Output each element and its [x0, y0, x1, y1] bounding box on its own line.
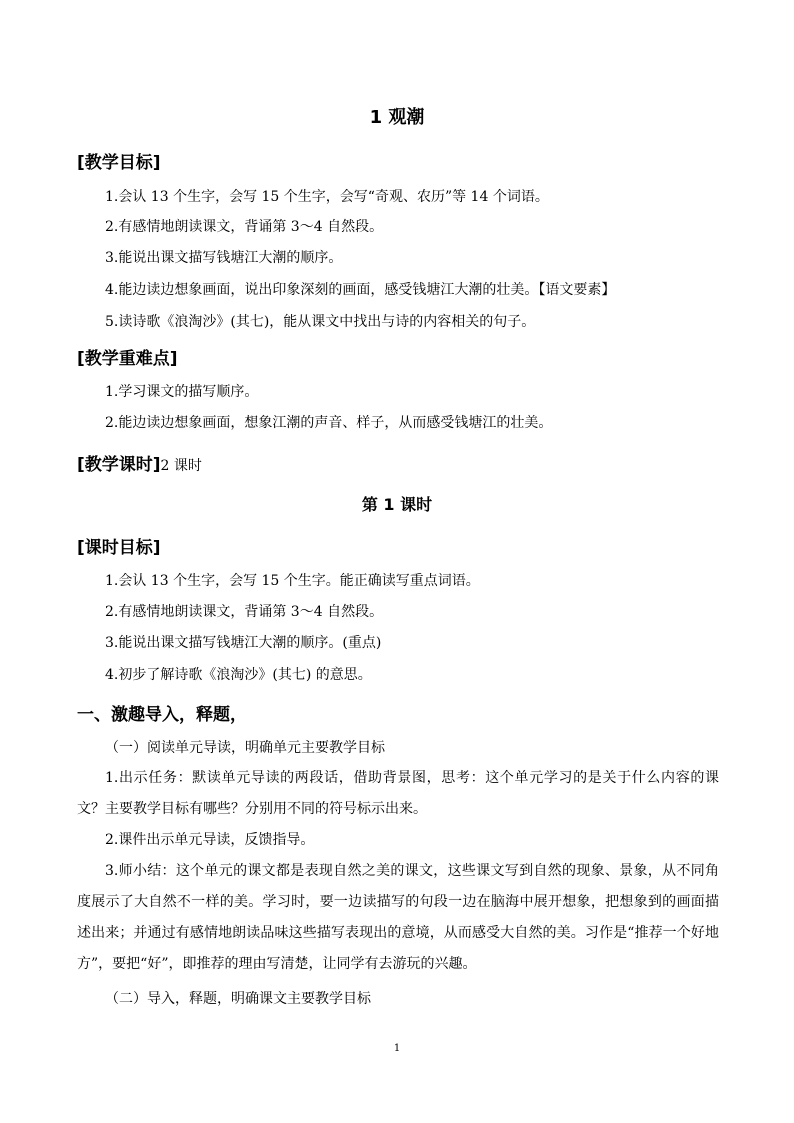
subsection-heading: （一）阅读单元导读，明确单元主要教学目标: [105, 740, 385, 756]
lesson-goal-item: 4.初步了解诗歌《浪淘沙》(其七) 的意思。: [105, 667, 372, 683]
objective-item: 4.能边读边想象画面，说出印象深刻的画面，感受钱塘江大潮的壮美。【语文要素】: [105, 282, 616, 298]
body-paragraph: 3.师小结：这个单元的课文都是表现自然之美的课文，这些课文写到自然的现象、景象，从不同角度展示了大自然不一样的美。学习时，要一边读描写的句段一边在脑海中展开想象，把想象到的画面描述出来；并通过有感情地朗读品味这些描写表现出的意境，从而感受大自然的美。习作是“推荐一个好地方”，要把“好”，即推荐的理由写清楚，让同学有去游玩的兴趣。: [77, 863, 719, 972]
objective-item: 3.能说出课文描写钱塘江大潮的顺序。: [105, 250, 343, 266]
lesson-goals-heading: [课时目标]: [77, 538, 161, 558]
body-paragraph: 2.课件出示单元导读，反馈指导。: [105, 832, 315, 848]
section-heading: 一、激趣导入，释题，: [77, 705, 247, 725]
lesson-goal-item: 2.有感情地朗读课文，背诵第 3～4 自然段。: [105, 604, 384, 620]
key-points-heading: [教学重难点]: [77, 349, 178, 369]
objective-item: 5.读诗歌《浪淘沙》(其七)，能从课文中找出与诗的内容相关的句子。: [105, 314, 536, 330]
key-point-item: 1.学习课文的描写顺序。: [105, 384, 259, 400]
periods-value: 2 课时: [160, 458, 202, 474]
subsection-heading: （二）导入，释题，明确课文主要教学目标: [105, 991, 371, 1007]
objectives-heading: [教学目标]: [77, 153, 161, 173]
periods-heading: [教学课时]: [77, 455, 161, 475]
lesson-goal-item: 3.能说出课文描写钱塘江大潮的顺序。(重点): [105, 635, 382, 651]
page-title: 1 观潮: [369, 107, 425, 128]
objective-item: 2.有感情地朗读课文，背诵第 3～4 自然段。: [105, 219, 384, 235]
periods-row: [77, 450, 202, 475]
page-number: 1: [393, 1043, 401, 1054]
key-point-item: 2.能边读边想象画面，想象江潮的声音、样子，从而感受钱塘江的壮美。: [105, 415, 553, 431]
objective-item: 1.会认 13 个生字，会写 15 个生字，会写“奇观、农历”等 14 个词语。: [105, 189, 549, 205]
lesson-title: 第 1 课时: [361, 495, 433, 514]
lesson-goal-item: 1.会认 13 个生字，会写 15 个生字。能正确读写重点词语。: [105, 573, 480, 589]
body-paragraph: 1.出示任务：默读单元导读的两段话，借助背景图，思考：这个单元学习的是关于什么内容的课文？主要教学目标有哪些？分别用不同的符号标示出来。: [77, 770, 719, 817]
